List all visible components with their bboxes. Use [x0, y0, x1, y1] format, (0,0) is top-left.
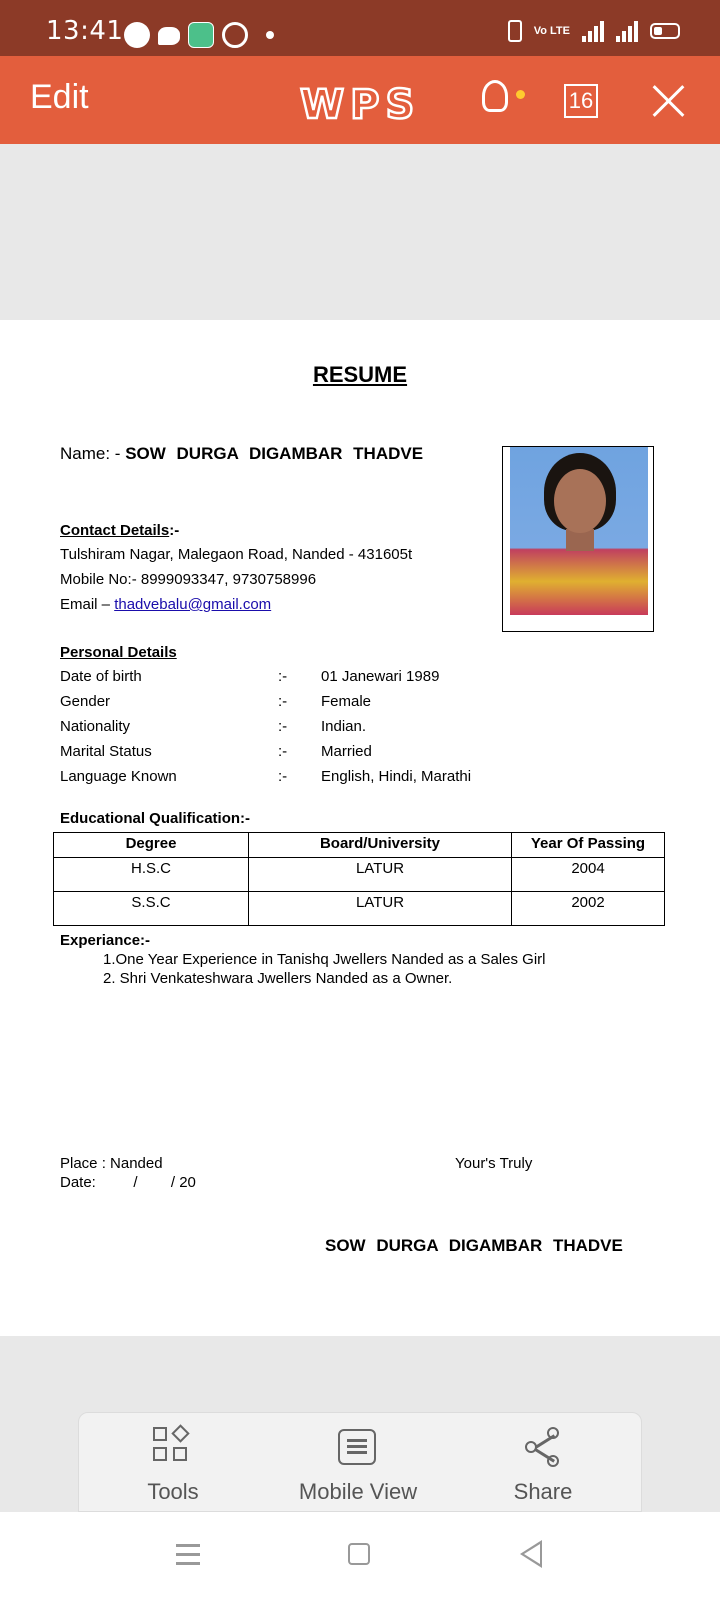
more-notifications-dot-icon	[266, 31, 274, 39]
personal-value: Female	[321, 693, 372, 710]
personal-separator: :-	[278, 668, 288, 685]
app-notification-icon	[222, 22, 248, 48]
name-label: Name: -	[60, 444, 126, 463]
personal-label: Language Known	[60, 768, 177, 785]
place-line: Place : Nanded	[60, 1155, 163, 1172]
personal-value: Married	[321, 743, 372, 760]
volte-label: Vo LTE	[533, 24, 570, 37]
table-row	[54, 858, 665, 892]
education-table	[53, 832, 665, 926]
personal-label: Nationality	[60, 718, 131, 735]
contact-address: Tulshiram Nagar, Malegaon Road, Nanded - 431605t	[60, 546, 413, 563]
experience-heading: Experiance:-	[60, 932, 151, 949]
contact-email	[60, 596, 271, 613]
table-cell: 2004	[512, 858, 665, 892]
bottom-toolbar	[78, 1412, 642, 1512]
status-time: 13:41	[46, 16, 124, 46]
personal-value: English, Hindi, Marathi	[321, 768, 472, 785]
personal-separator: :-	[278, 693, 288, 710]
profile-photo-frame	[502, 446, 654, 632]
table-header: Board/University	[249, 833, 512, 858]
table-cell: H.S.C	[54, 858, 249, 892]
tools-label: Tools	[147, 1479, 199, 1504]
experience-item: 1.One Year Experience in Tanishq Jwellers Nanded as a Sales Girl	[103, 951, 546, 968]
home-icon[interactable]	[348, 1543, 370, 1565]
mobile-view-icon	[338, 1429, 376, 1465]
signal-icon	[616, 20, 638, 42]
notification-dot-icon	[516, 90, 525, 99]
table-row	[54, 892, 665, 926]
app-bar	[0, 56, 720, 144]
vibrate-icon	[508, 20, 522, 42]
tools-grid-icon	[153, 1427, 193, 1467]
notification-icons	[124, 22, 274, 48]
table-cell: LATUR	[249, 858, 512, 892]
close-icon[interactable]	[652, 84, 686, 118]
table-header: Year Of Passing	[512, 833, 665, 858]
edit-button[interactable]: Edit	[30, 78, 89, 116]
rocket-icon[interactable]	[478, 80, 514, 124]
mobile-view-label: Mobile View	[298, 1479, 418, 1504]
signal-4g-icon	[582, 20, 604, 42]
personal-heading: Personal Details	[60, 644, 177, 661]
upload-notification-icon	[188, 22, 214, 48]
share-icon	[523, 1427, 563, 1467]
system-nav-bar	[0, 1512, 720, 1600]
table-header: Degree	[54, 833, 249, 858]
name-line	[60, 444, 423, 464]
personal-value: Indian.	[321, 718, 367, 735]
play-notification-icon	[124, 22, 150, 48]
personal-label: Gender	[60, 693, 111, 710]
personal-value: 01 Janewari 1989	[321, 668, 440, 685]
back-icon[interactable]	[520, 1540, 542, 1568]
contact-mobile: Mobile No:- 8999093347, 9730758996	[60, 571, 317, 588]
profile-photo	[510, 447, 648, 615]
battery-icon	[650, 23, 680, 39]
personal-separator: :-	[278, 743, 288, 760]
signature-name: SOW DURGA DIGAMBAR THADVE	[325, 1236, 623, 1255]
email-link[interactable]: thadvebalu@gmail.com	[114, 596, 272, 613]
table-header-row	[54, 833, 665, 858]
email-label: Email –	[60, 596, 115, 613]
share-label: Share	[513, 1479, 573, 1504]
date-line: Date: / / 20	[60, 1174, 196, 1191]
education-heading: Educational Qualification:-	[60, 810, 251, 827]
personal-separator: :-	[278, 768, 288, 785]
table-cell: LATUR	[249, 892, 512, 926]
contact-heading: Contact Details:-	[60, 522, 180, 539]
table-cell: 2002	[512, 892, 665, 926]
personal-separator: :-	[278, 718, 288, 735]
personal-label: Date of birth	[60, 668, 142, 685]
closing-line: Your's Truly	[455, 1155, 533, 1172]
experience-item: 2. Shri Venkateshwara Jwellers Nanded as a Owner.	[103, 970, 453, 987]
table-cell: S.S.C	[54, 892, 249, 926]
chat-notification-icon	[158, 27, 180, 45]
recent-apps-icon[interactable]	[176, 1544, 200, 1566]
page-title: RESUME	[312, 362, 408, 387]
system-icons	[508, 20, 680, 42]
personal-label: Marital Status	[60, 743, 152, 760]
status-bar	[0, 0, 720, 56]
document-page	[0, 320, 720, 1336]
name-value: SOW DURGA DIGAMBAR THADVE	[125, 444, 424, 463]
page-count-button[interactable]: 16	[564, 84, 598, 118]
wps-logo: WPS	[300, 82, 421, 128]
